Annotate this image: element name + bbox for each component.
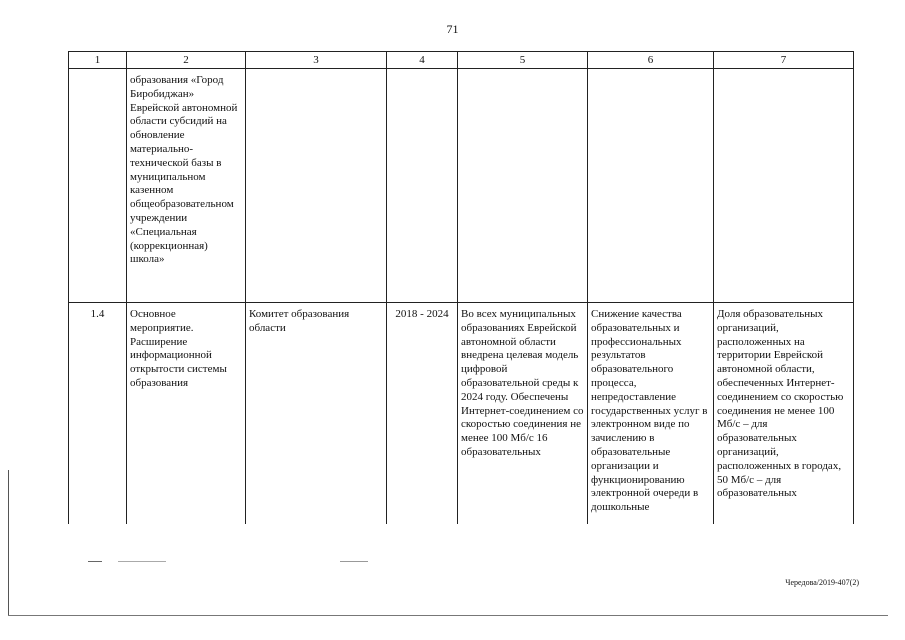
row-number-cell: 1.4 [69, 303, 127, 525]
header-col-4: 4 [387, 52, 458, 69]
page-number: 71 [446, 22, 459, 36]
header-col-5: 5 [458, 52, 588, 69]
measure-name-cell: Основное мероприятие. Расширение информационной открытости системы образования [127, 303, 246, 525]
page-edge-left [8, 470, 9, 615]
period-cell: 2018 - 2024 [387, 303, 458, 525]
result-cell [458, 69, 588, 303]
executor-cell [246, 69, 387, 303]
consequences-cell [588, 69, 714, 303]
result-cell: Во всех муниципальных образованиях Еврейской автономной области внедрена целевая модель цифровой образовательной среды к 2024 году. Обеспечены Интернет-соединением со скоростью соединения не менее 100 Мб/с 16 образовательных [458, 303, 588, 525]
row-number-cell [69, 69, 127, 303]
header-col-3: 3 [246, 52, 387, 69]
scan-artifact [118, 561, 166, 562]
measure-name-cell: образования «Город Биробиджан» Еврейской автономной области субсидий на обновление материально-технической базы в муниципальном казенном общеобразовательном учреждении «Специальная (коррекционная) школа» [127, 69, 246, 303]
measures-table [68, 51, 854, 524]
document-code: Чередова/2019-407(2) [785, 578, 859, 587]
scan-artifact [88, 561, 102, 562]
period-cell [387, 69, 458, 303]
scan-artifact [340, 561, 368, 562]
executor-cell: Комитет образования области [246, 303, 387, 525]
table-row [69, 69, 854, 303]
indicator-cell: Доля образовательных организаций, расположенных на территории Еврейской автономной области, обеспеченных Интернет-соединением со скоростью соединения не менее 100 Мб/с – для образовательных организаций, расположенных в городах, 50 Мб/с – для образовательных [714, 303, 854, 525]
table-header-row [69, 52, 854, 69]
consequences-cell: Снижение качества образовательных и профессиональных результатов образовательного процесса, непредоставление государственных услуг в электронном виде по зачислению в образовательные организации и функционированию электронной очереди в дошкольные [588, 303, 714, 525]
table-row [69, 303, 854, 525]
header-col-2: 2 [127, 52, 246, 69]
header-col-7: 7 [714, 52, 854, 69]
indicator-cell [714, 69, 854, 303]
page-edge-bottom [8, 615, 888, 616]
header-col-1: 1 [69, 52, 127, 69]
header-col-6: 6 [588, 52, 714, 69]
